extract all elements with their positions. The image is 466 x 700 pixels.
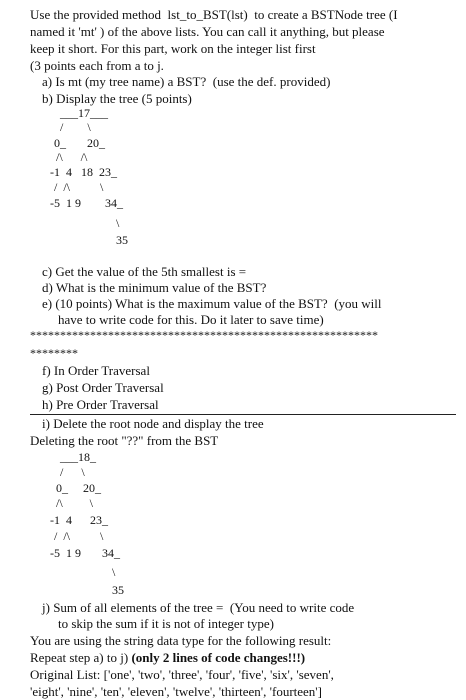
footer-line-4: 'eight', 'nine', 'ten', 'eleven', 'twelve', 'thirteen', 'fourteen']	[30, 684, 322, 699]
tree1-branch-1: / \	[60, 120, 91, 134]
intro-line-4: (3 points each from a to j.	[30, 58, 164, 73]
item-a: a) Is mt (my tree name) a BST? (use the def. provided)	[42, 74, 331, 89]
item-e-line-2: have to write code for this. Do it later to save time)	[58, 312, 324, 327]
footer-line-3: Original List: ['one', 'two', 'three', 'four', 'five', 'six', 'seven',	[30, 667, 334, 682]
footer-line-2-text: Repeat step a) to j)	[30, 650, 132, 665]
tree1-level-2: -1 4 18 23_	[50, 165, 117, 179]
footer-line-2-emphasis: (only 2 lines of code changes!!!)	[131, 650, 306, 665]
tree2-branch-1: / \	[60, 465, 85, 479]
horizontal-rule	[30, 414, 456, 415]
item-i: i) Delete the root node and display the tree	[42, 416, 264, 431]
tree1-level-1: 0_ 20_	[54, 136, 105, 150]
intro-line-1: Use the provided method lst_to_BST(lst) to create a BSTNode tree (I	[30, 7, 398, 22]
footer-line-2	[30, 651, 305, 664]
item-e-line-1: e) (10 points) What is the maximum value of the BST? (you will	[42, 296, 382, 311]
tree2-branch-3: / /\ \	[54, 529, 104, 543]
tree2-root: ___18_	[60, 450, 96, 464]
tree1-level-3: -5 1 9 34_	[50, 196, 123, 210]
tree1-root: ___17___	[60, 106, 108, 120]
delete-root-line: Deleting the root "??" from the BST	[30, 433, 219, 448]
star-divider-short: ********	[30, 346, 78, 360]
tree1-branch-4: \	[116, 216, 120, 230]
item-b: b) Display the tree (5 points)	[42, 91, 192, 106]
item-g: g) Post Order Traversal	[42, 380, 164, 395]
tree2-level-2: -1 4 23_	[50, 513, 108, 527]
tree2-level-4: 35	[112, 583, 124, 597]
intro-line-2: named it 'mt' ) of the above lists. You can call it anything, but please	[30, 24, 385, 39]
tree1-branch-2: /\ /\	[56, 150, 88, 164]
item-d: d) What is the minimum value of the BST?	[42, 280, 267, 295]
item-j-line-1: j) Sum of all elements of the tree = (You need to write code	[42, 600, 355, 615]
item-j-line-2: to skip the sum if it is not of integer type)	[58, 616, 274, 631]
item-f: f) In Order Traversal	[42, 363, 150, 378]
tree2-level-3: -5 1 9 34_	[50, 546, 120, 560]
star-divider-long: **********************************************************	[30, 328, 378, 342]
tree2-level-1: 0_ 20_	[56, 481, 101, 495]
item-h: h) Pre Order Traversal	[42, 397, 159, 412]
footer-line-1: You are using the string data type for the following result:	[30, 633, 332, 648]
tree1-level-4: 35	[116, 233, 128, 247]
intro-line-3: keep it short. For this part, work on the integer list first	[30, 41, 316, 56]
tree1-branch-3: / /\ \	[54, 180, 104, 194]
item-c: c) Get the value of the 5th smallest is =	[42, 264, 247, 279]
tree2-branch-4: \	[112, 565, 116, 579]
tree2-branch-2: /\ \	[56, 496, 94, 510]
